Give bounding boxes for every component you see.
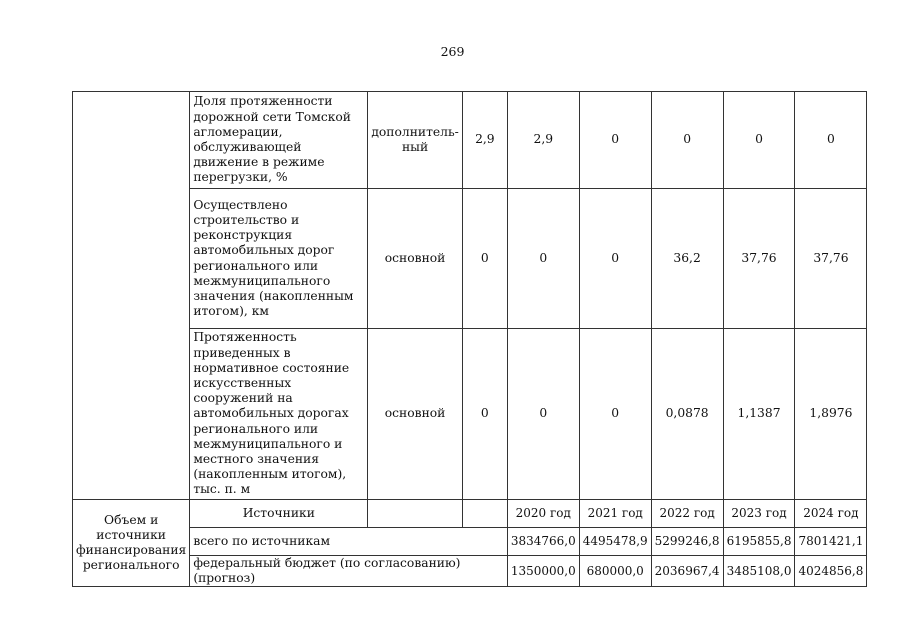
financing-value: 6195855,8	[723, 528, 795, 556]
year-header: 2022 год	[651, 500, 723, 528]
indicator-value: 37,76	[723, 189, 795, 329]
year-header: 2023 год	[723, 500, 795, 528]
financing-value: 680000,0	[579, 556, 651, 587]
year-header: 2020 год	[507, 500, 579, 528]
financing-source: всего по источникам	[190, 528, 508, 556]
indicator-name: Протяженность приведенных в нормативное состояние искусственных сооружений на автомобильных дорогах регионального или межмуниципального и местного значения (накопленным итогом), тыс. п. м	[190, 329, 368, 500]
table-row	[73, 92, 867, 189]
financing-value: 4024856,8	[795, 556, 867, 587]
indicator-value: 0	[507, 189, 579, 329]
indicator-value: 37,76	[795, 189, 867, 329]
financing-header-row	[73, 500, 867, 528]
financing-value: 4495478,9	[579, 528, 651, 556]
indicator-value: 0	[462, 329, 507, 500]
indicator-value: 0	[651, 92, 723, 189]
financing-source: федеральный бюджет (по согласованию) (прогноз)	[190, 556, 508, 587]
empty-left-cell	[73, 92, 190, 500]
financing-value: 5299246,8	[651, 528, 723, 556]
financing-value: 7801421,1	[795, 528, 867, 556]
indicator-name: Осуществлено строительство и реконструкция автомобильных дорог регионального или межмуниципального значения (накопленным итогом), км	[190, 189, 368, 329]
indicator-value: 1,8976	[795, 329, 867, 500]
indicator-type: дополнитель-ный	[368, 92, 463, 189]
indicator-value: 0,0878	[651, 329, 723, 500]
financing-value: 1350000,0	[507, 556, 579, 587]
financing-label: Объем и источники финансирования регионального	[73, 500, 190, 587]
year-header: 2024 год	[795, 500, 867, 528]
indicator-value: 36,2	[651, 189, 723, 329]
indicator-type: основной	[368, 189, 463, 329]
table-row	[73, 189, 867, 329]
indicator-value: 0	[462, 189, 507, 329]
indicator-value: 1,1387	[723, 329, 795, 500]
page-number: 269	[440, 44, 465, 59]
indicator-value: 0	[579, 189, 651, 329]
indicator-value: 2,9	[507, 92, 579, 189]
indicator-value: 0	[507, 329, 579, 500]
empty-cell	[368, 500, 463, 528]
indicator-value: 0	[795, 92, 867, 189]
empty-cell	[462, 500, 507, 528]
indicator-value: 0	[579, 92, 651, 189]
financing-value: 3485108,0	[723, 556, 795, 587]
financing-value: 3834766,0	[507, 528, 579, 556]
passport-table	[72, 91, 867, 587]
financing-row	[73, 528, 867, 556]
indicator-type: основной	[368, 329, 463, 500]
indicator-name: Доля протяженности дорожной сети Томской агломерации, обслуживающей движение в режиме перегрузки, %	[190, 92, 368, 189]
financing-value: 2036967,4	[651, 556, 723, 587]
indicator-value: 0	[723, 92, 795, 189]
year-header: 2021 год	[579, 500, 651, 528]
indicator-value: 2,9	[462, 92, 507, 189]
financing-row	[73, 556, 867, 587]
sources-header: Источники	[190, 500, 368, 528]
indicator-value: 0	[579, 329, 651, 500]
table-row	[73, 329, 867, 500]
